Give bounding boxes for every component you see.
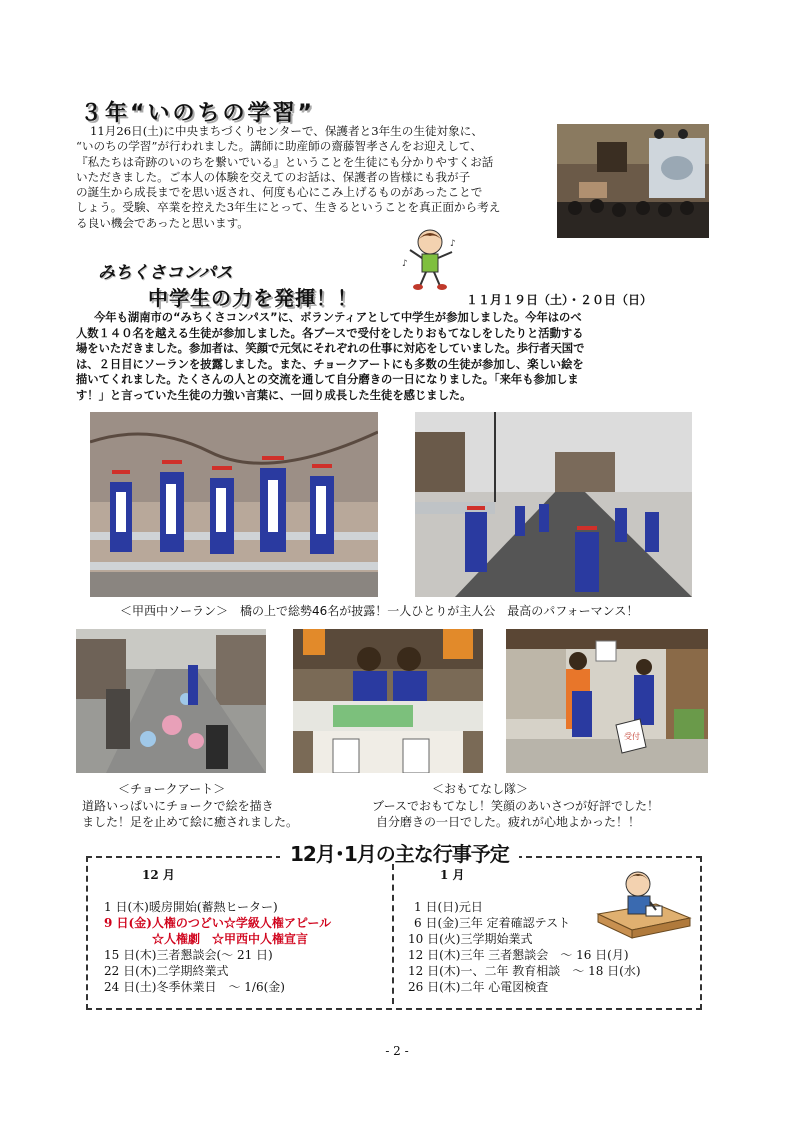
cartoon-girl-illustration <box>400 226 464 292</box>
text-line: す！」と言っていた生徒の力強い言葉に、一回り成長した生徒を感じました。 <box>76 388 472 402</box>
svg-text:♪: ♪ <box>402 259 408 269</box>
page-number: - 2 - <box>385 1044 409 1058</box>
reception-photo <box>506 629 708 773</box>
section2-title: 中学生の力を発揮！！ <box>148 286 358 310</box>
schedule-item: 10 日(火)三学期始業式 <box>408 932 533 946</box>
january-label: 1 月 <box>440 868 465 882</box>
student-studying-illustration <box>596 864 692 940</box>
text-line: しょう。受験、卒業を控えた3年生にとって、生きるということを真正面から考え <box>76 200 501 215</box>
text-line: いただきました。ご本人の体験を交えてのお話は、保護者の皆様にも我が子 <box>76 169 471 184</box>
lecture-photo <box>557 124 709 238</box>
text-line: 人数１４０名を越える生徒が参加しました。各ブースで受付をしたりおもてなしをしたりと活動する <box>76 326 584 340</box>
omotenashi-caption-line1: ブースでおもてなし！笑顔のあいさつが好評でした！ <box>372 799 660 813</box>
section1-text <box>76 124 546 231</box>
soran-street-photo <box>415 412 692 597</box>
chalk-art-photo <box>76 629 266 773</box>
text-line: の誕生から成長までを思い返され、何度も心にこみ上げるものがあったことで <box>76 185 483 200</box>
schedule-item: 12 日(木)三年 三者懇談会 ～ 16 日(月) <box>408 948 629 962</box>
text-line: 11月26日(土)に中央まちづくりセンターで、保護者と3年生の生徒対象に、 <box>90 124 483 138</box>
soran-bridge-photo <box>90 412 378 597</box>
chalk-caption-line1: 道路いっぱいにチョークで絵を描き <box>82 799 274 813</box>
schedule-item: 1 日(日)元日 <box>414 900 483 914</box>
section2-text <box>76 310 732 404</box>
text-line: る良い機会であったと思います。 <box>76 215 249 230</box>
omotenashi-caption-line2: 自分磨きの一日でした。疲れが心地よかった！！ <box>376 815 641 829</box>
reception-sign-text: 受付 <box>624 732 640 741</box>
text-line: 『私たちは奇跡のいのちを繋いでいる』ということを生徒にも分かりやすくお話 <box>76 154 494 169</box>
schedule-item-highlight: 9 日(金)人権のつどい☆学級人権アピール <box>104 916 332 930</box>
schedule-divider <box>392 864 394 1004</box>
schedule-item: 1 日(木)暖房開始(蓄熱ヒーター) <box>104 900 278 914</box>
schedule-title: 12月･1月の主な行事予定 <box>280 838 519 867</box>
schedule-item: 12 日(木)一、二年 教育相談 ～ 18 日(水) <box>408 964 641 978</box>
soran-caption: ＜甲西中ソーラン＞ 橋の上で総勢46名が披露！一人ひとりが主人公 最高のパフォーマンス！ <box>120 604 639 618</box>
chalk-caption-line2: ました！足を止めて絵に癒されました。 <box>82 815 299 829</box>
schedule-item: 26 日(木)二年 心電図検査 <box>408 980 549 994</box>
schedule-item-highlight: ☆人権劇 ☆甲西中人権宣言 <box>152 932 309 946</box>
schedule-item: 24 日(土)冬季休業日 ～ 1/6(金) <box>104 980 285 994</box>
text-line: “いのちの学習”が行われました。講師に助産師の齋藤智孝さんをお迎えして、 <box>76 139 482 154</box>
text-line: 今年も湖南市の“みちくさコンパス”に、ボランティアとして中学生が参加しました。今年はのべ <box>94 311 582 324</box>
text-line: は、２日目にソーランを披露しました。また、チョークアートにも多数の生徒が参加し、楽しい絵を <box>76 357 584 371</box>
booth-students-photo <box>293 629 483 773</box>
schedule-item: 22 日(木)二学期終業式 <box>104 964 229 978</box>
text-line: 描いてくれました。たくさんの人との交流を通して自分磨きの一日になりました。「来年も参加しま <box>76 373 579 387</box>
schedule-item: 15 日(木)三者懇談会(～ 21 日) <box>104 948 273 962</box>
svg-text:♪: ♪ <box>450 239 456 249</box>
text-line: 場をいただきました。参加者は、笑顔で元気にそれぞれの仕事に対応をしていました。歩行者天国で <box>76 342 585 356</box>
section2-subtitle: みちくさコンパス <box>98 263 233 283</box>
schedule-item: 6 日(金)三年 定着確認テスト <box>414 916 571 930</box>
omotenashi-caption-title: ＜おもてなし隊＞ <box>432 782 529 796</box>
event-date: １１月１９日（土）・２０日（日） <box>466 293 653 307</box>
december-label: 12 月 <box>142 868 175 882</box>
chalk-caption-title: ＜チョークアート＞ <box>118 782 226 796</box>
section1-title: ３年“いのちの学習” <box>80 101 315 126</box>
december-events <box>104 899 331 995</box>
